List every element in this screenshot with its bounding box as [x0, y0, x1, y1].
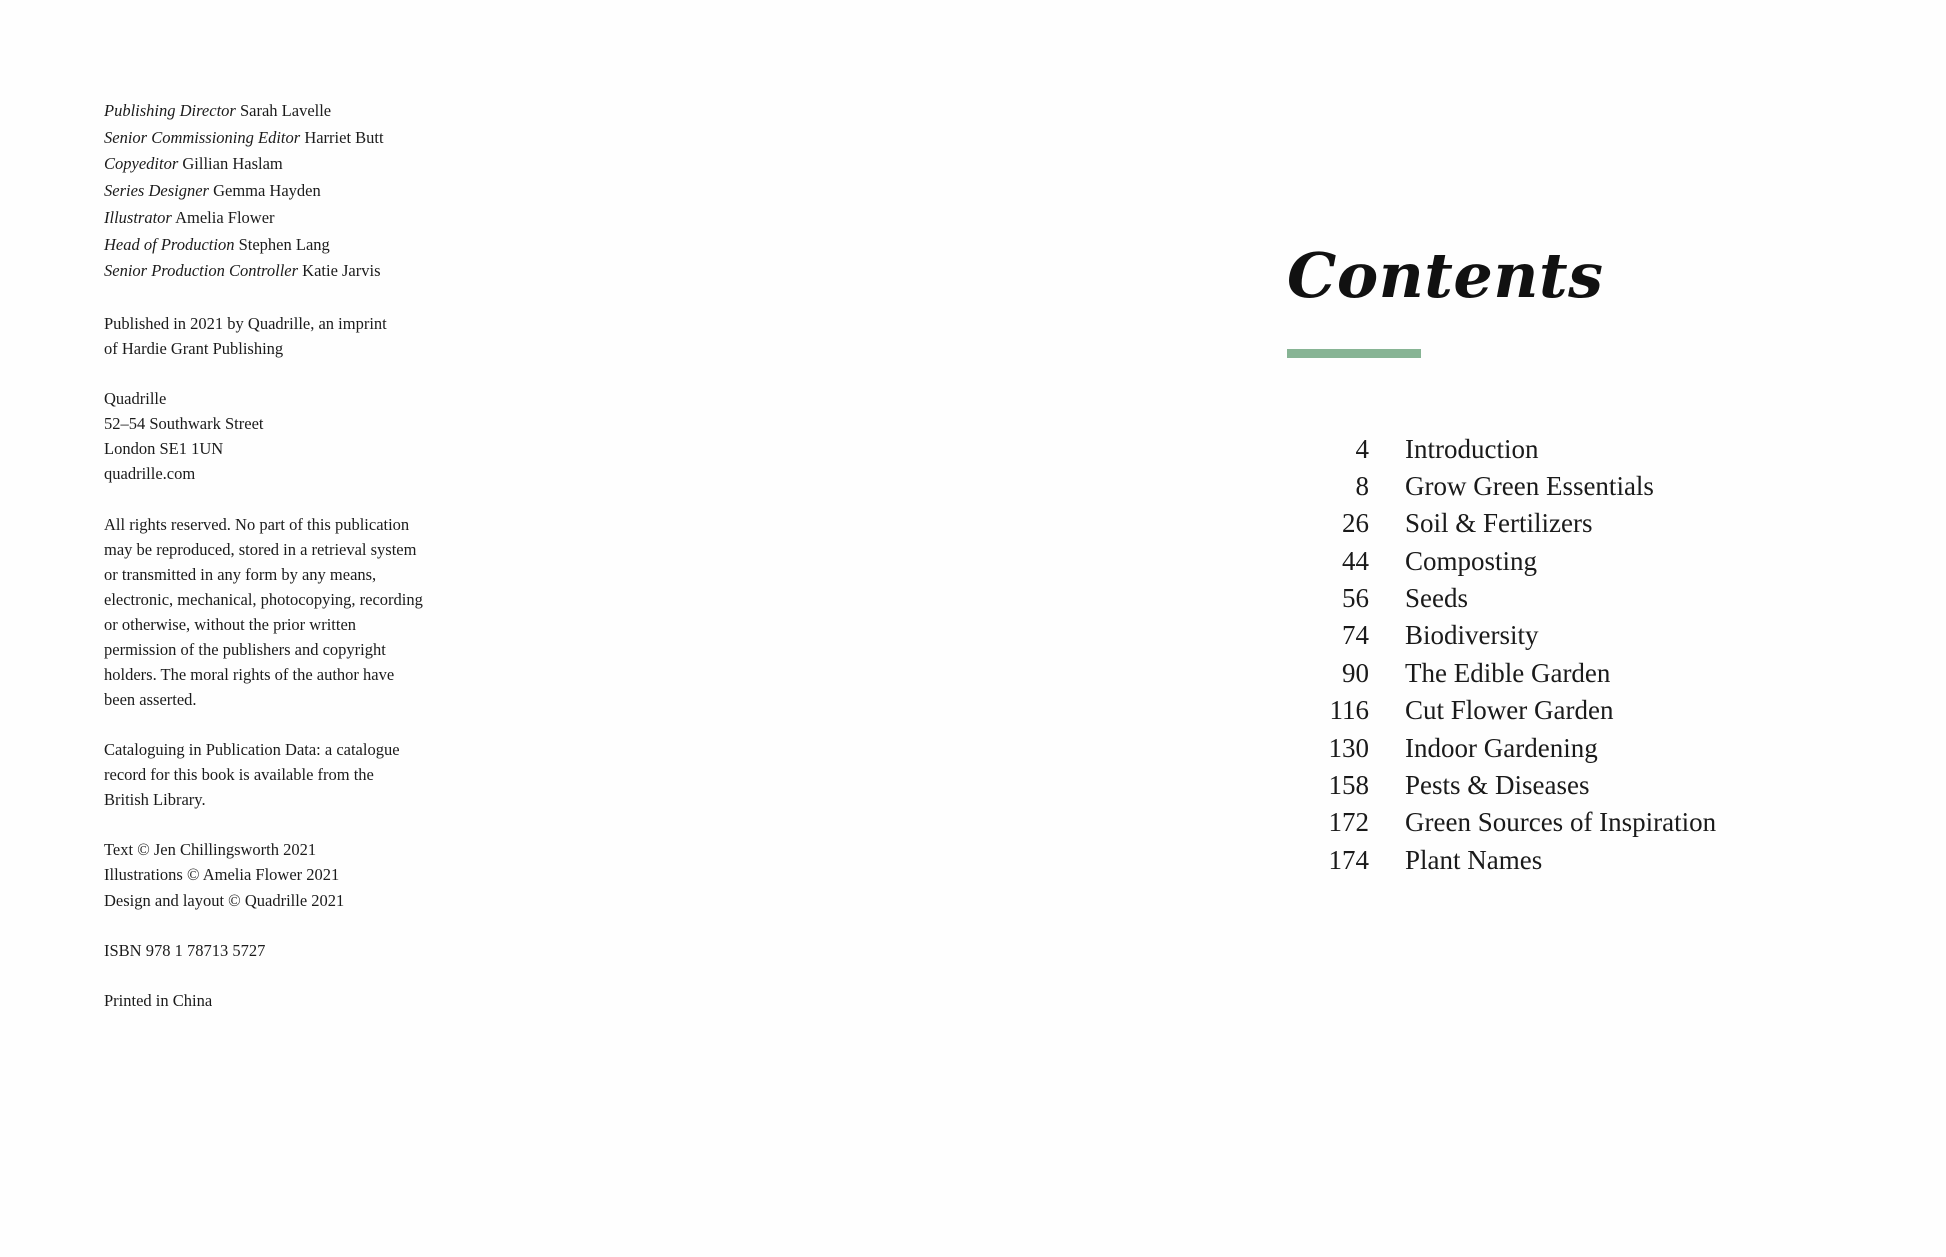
toc-entry-label: Soil & Fertilizers	[1405, 508, 1593, 539]
text-line: or otherwise, without the prior written	[104, 614, 357, 634]
credit-role: Series Designer	[104, 181, 209, 201]
credits-list	[104, 98, 494, 285]
title-rule	[1287, 349, 1421, 358]
isbn-text: ISBN 978 1 78713 5727	[104, 940, 266, 960]
toc-page-number: 172	[1328, 807, 1369, 838]
text-line: Design and layout © Quadrille 2021	[104, 890, 345, 910]
credit-role: Head of Production	[104, 234, 235, 254]
toc-entry-label: Pests & Diseases	[1405, 769, 1590, 800]
toc-page-number: 174	[1328, 844, 1369, 875]
credit-name: Gillian Haslam	[178, 154, 283, 174]
text-line: Cataloguing in Publication Data: a catalogue	[104, 740, 400, 760]
toc-entry-label: Cut Flower Garden	[1405, 695, 1614, 726]
cataloguing-block	[104, 737, 494, 812]
toc-entry[interactable]	[1285, 430, 1845, 467]
credit-role: Publishing Director	[104, 101, 236, 120]
credit-role: Senior Production Controller	[104, 261, 299, 281]
toc-page-number: 8	[1355, 470, 1369, 501]
text-line: quadrille.com	[104, 464, 196, 484]
toc-entry-label: Seeds	[1405, 583, 1468, 613]
toc-entry[interactable]	[1285, 841, 1845, 878]
toc-entry-label: Green Sources of Inspiration	[1405, 807, 1717, 838]
toc-entry-label: Indoor Gardening	[1405, 732, 1598, 763]
toc-entry[interactable]	[1285, 467, 1845, 504]
credit-role: Senior Commissioning Editor	[104, 127, 301, 147]
credit-line	[104, 98, 494, 125]
text-line: Quadrille	[104, 389, 167, 409]
rights-block	[104, 512, 494, 713]
text-line: London SE1 1UN	[104, 439, 224, 459]
isbn-block	[104, 938, 494, 963]
text-line: Published in 2021 by Quadrille, an imprint	[104, 314, 387, 334]
toc-entry[interactable]	[1285, 692, 1845, 729]
text-line: electronic, mechanical, photocopying, recording	[104, 589, 423, 609]
imprint-page	[104, 98, 494, 1038]
credit-name: Harriet Butt	[300, 127, 384, 147]
toc-page-number: 44	[1342, 545, 1369, 576]
toc-entry-label: The Edible Garden	[1405, 657, 1611, 688]
toc-entry-label: Grow Green Essentials	[1405, 470, 1654, 501]
toc-entry[interactable]	[1285, 654, 1845, 691]
text-line: record for this book is available from the	[104, 765, 374, 785]
text-line: All rights reserved. No part of this publication	[104, 514, 410, 534]
toc-page-number: 4	[1355, 433, 1369, 464]
credit-role: Illustrator	[104, 207, 172, 227]
credit-name: Katie Jarvis	[298, 261, 381, 281]
toc-page-number: 158	[1328, 769, 1369, 800]
printed-block	[104, 988, 494, 1013]
text-line: of Hardie Grant Publishing	[104, 339, 284, 359]
toc-page-number: 26	[1342, 508, 1369, 539]
toc-entry[interactable]	[1285, 766, 1845, 803]
toc-page-number: 130	[1328, 732, 1369, 763]
credit-line	[104, 258, 494, 285]
text-line: or transmitted in any form by any means,	[104, 564, 377, 584]
credit-line	[104, 125, 494, 152]
contents-page	[1285, 239, 1845, 879]
toc-entry[interactable]	[1285, 542, 1845, 579]
credit-line	[104, 232, 494, 259]
credit-line	[104, 178, 494, 205]
printed-text: Printed in China	[104, 990, 213, 1010]
toc-entry[interactable]	[1285, 505, 1845, 542]
table-of-contents	[1285, 430, 1845, 879]
credit-line	[104, 205, 494, 232]
toc-entry-label: Plant Names	[1405, 844, 1543, 875]
credit-name: Amelia Flower	[171, 207, 275, 227]
text-line: British Library.	[104, 790, 206, 810]
text-line: may be reproduced, stored in a retrieval system	[104, 539, 417, 559]
toc-entry[interactable]	[1285, 729, 1845, 766]
text-line: 52–54 Southwark Street	[104, 414, 264, 434]
text-line: been asserted.	[104, 690, 197, 710]
toc-entry[interactable]	[1285, 617, 1845, 654]
credit-name: Gemma Hayden	[208, 181, 321, 201]
toc-page-number: 74	[1342, 620, 1369, 651]
publisher-block	[104, 311, 494, 361]
toc-entry[interactable]	[1285, 580, 1845, 617]
copyright-block	[104, 837, 494, 912]
address-block	[104, 386, 494, 486]
toc-page-number: 56	[1342, 583, 1369, 613]
toc-entry-label: Composting	[1405, 545, 1538, 576]
credit-name: Stephen Lang	[234, 234, 330, 254]
page-title: Contents	[1287, 239, 1604, 312]
toc-page-number: 116	[1329, 695, 1369, 726]
credit-name: Sarah Lavelle	[235, 101, 332, 120]
text-line: holders. The moral rights of the author have	[104, 664, 395, 684]
toc-entry-label: Introduction	[1405, 433, 1539, 464]
toc-entry-label: Biodiversity	[1405, 620, 1539, 651]
toc-entry[interactable]	[1285, 804, 1845, 841]
credit-role: Copyeditor	[104, 154, 179, 174]
text-line: Text © Jen Chillingsworth 2021	[104, 840, 317, 860]
text-line: Illustrations © Amelia Flower 2021	[104, 865, 340, 885]
toc-page-number: 90	[1342, 657, 1369, 688]
text-line: permission of the publishers and copyright	[104, 639, 386, 659]
credit-line	[104, 151, 494, 178]
